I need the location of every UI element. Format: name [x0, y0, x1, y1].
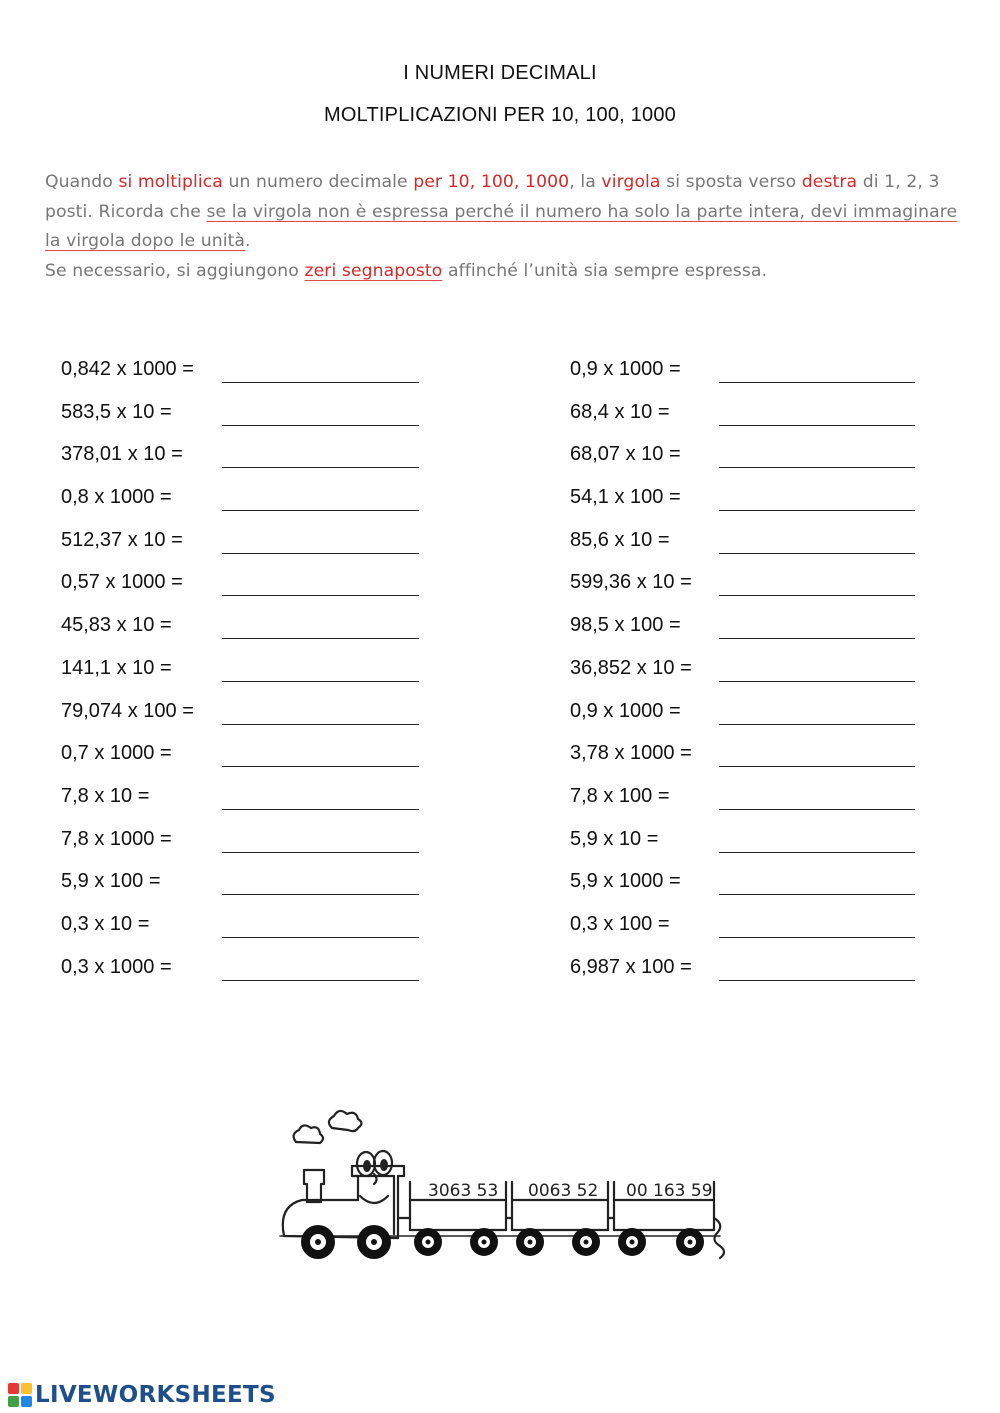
- logo-text: LIVEWORKSHEETS: [35, 1382, 276, 1408]
- exercise-expression: 141,1 x 10 =: [61, 656, 172, 679]
- intro-text: .: [245, 231, 251, 251]
- answer-blank[interactable]: [719, 937, 915, 938]
- intro-highlight: virgola: [601, 172, 661, 192]
- answer-blank[interactable]: [222, 510, 419, 511]
- intro-text: di 1, 2, 3 posti. Ricorda che: [45, 172, 940, 222]
- answer-blank[interactable]: [719, 382, 915, 383]
- exercise-expression: 5,9 x 100 =: [61, 870, 161, 893]
- train-illustration: [270, 1108, 740, 1283]
- exercise-expression: 5,9 x 1000 =: [570, 870, 681, 893]
- wagon-2-digits: 0063 52: [528, 1181, 599, 1201]
- exercise-expression: 68,4 x 10 =: [570, 400, 670, 423]
- exercise-expression: 512,37 x 10 =: [61, 528, 183, 551]
- exercise-expression: 0,7 x 1000 =: [61, 742, 172, 765]
- exercise-expression: 7,8 x 10 =: [61, 784, 150, 807]
- exercise-expression: 378,01 x 10 =: [61, 443, 183, 466]
- smoke-cloud-icon: [329, 1111, 362, 1131]
- answer-blank[interactable]: [719, 638, 915, 639]
- answer-blank[interactable]: [222, 852, 419, 853]
- logo-square: [21, 1396, 32, 1407]
- exercise-expression: 599,36 x 10 =: [570, 571, 692, 594]
- answer-blank[interactable]: [719, 809, 915, 810]
- page-subtitle: MOLTIPLICAZIONI PER 10, 100, 1000: [324, 104, 676, 126]
- intro-text: Quando: [45, 172, 119, 192]
- answer-blank[interactable]: [222, 553, 419, 554]
- answer-blank[interactable]: [222, 382, 419, 383]
- answer-blank[interactable]: [222, 766, 419, 767]
- logo-mark-icon: [8, 1383, 32, 1407]
- intro-text: affinché l’unità sia sempre espressa.: [442, 260, 768, 281]
- answer-blank[interactable]: [222, 425, 419, 426]
- exercise-expression: 0,3 x 10 =: [61, 912, 150, 935]
- answer-blank[interactable]: [719, 510, 915, 511]
- exercise-expression: 5,9 x 10 =: [570, 827, 659, 850]
- chimney: [304, 1170, 324, 1202]
- exercise-expression: 7,8 x 1000 =: [61, 827, 172, 850]
- answer-blank[interactable]: [222, 809, 419, 810]
- answer-blank[interactable]: [719, 425, 915, 426]
- exercise-expression: 0,57 x 1000 =: [61, 571, 183, 594]
- exercise-expression: 0,9 x 1000 =: [570, 358, 681, 380]
- answer-blank[interactable]: [719, 553, 915, 554]
- intro-text: si sposta verso: [660, 172, 802, 192]
- exercise-expression: 36,852 x 10 =: [570, 656, 692, 679]
- smoke-cloud-icon: [294, 1125, 323, 1143]
- intro-text: un numero decimale: [222, 172, 414, 192]
- intro-paragraph: [45, 168, 965, 286]
- exercise-expression: 0,842 x 1000 =: [61, 358, 194, 380]
- answer-blank[interactable]: [719, 980, 915, 981]
- exercise-expression: 583,5 x 10 =: [61, 400, 172, 423]
- answer-blank[interactable]: [222, 724, 419, 725]
- answer-blank[interactable]: [719, 595, 915, 596]
- answer-blank[interactable]: [719, 724, 915, 725]
- answer-blank[interactable]: [719, 681, 915, 682]
- page-title: I NUMERI DECIMALI: [403, 62, 597, 84]
- answer-blank[interactable]: [222, 894, 419, 895]
- wagon-1-digits: 3063 53: [428, 1181, 499, 1201]
- intro-highlight: destra: [801, 172, 858, 192]
- train-icon: [270, 1108, 740, 1278]
- intro-text: Se necessario, si aggiungono: [45, 260, 305, 281]
- intro-highlight: per 10, 100, 1000: [413, 172, 570, 192]
- wagon-3-digits: 00 163 59: [626, 1181, 713, 1201]
- logo-square: [8, 1383, 19, 1394]
- answer-blank[interactable]: [222, 937, 419, 938]
- exercise-expression: 45,83 x 10 =: [61, 614, 172, 637]
- exercise-expression: 98,5 x 100 =: [570, 614, 681, 637]
- exercise-expression: 79,074 x 100 =: [61, 699, 194, 722]
- answer-blank[interactable]: [222, 681, 419, 682]
- exercise-expression: 0,9 x 1000 =: [570, 699, 681, 722]
- exercise-expression: 7,8 x 100 =: [570, 784, 670, 807]
- answer-blank[interactable]: [719, 894, 915, 895]
- exercise-expression: 6,987 x 100 =: [570, 955, 692, 978]
- answer-blank[interactable]: [719, 766, 915, 767]
- intro-underlined-rule: se la virgola non è espressa perché il numero ha solo la parte intera, devi immaginare la virgola dopo le unità: [45, 201, 958, 251]
- exercise-expression: 0,3 x 100 =: [570, 912, 670, 935]
- answer-blank[interactable]: [222, 980, 419, 981]
- nose-icon: [374, 1174, 377, 1184]
- answer-blank[interactable]: [222, 595, 419, 596]
- logo-square: [8, 1396, 19, 1407]
- tail-icon: [714, 1218, 724, 1258]
- intro-text: , la: [569, 172, 602, 192]
- exercise-expression: 0,8 x 1000 =: [61, 486, 172, 509]
- answer-blank[interactable]: [222, 467, 419, 468]
- answer-blank[interactable]: [719, 852, 915, 853]
- exercise-expression: 3,78 x 1000 =: [570, 742, 692, 765]
- smile-icon: [360, 1196, 388, 1203]
- liveworksheets-logo[interactable]: [8, 1380, 276, 1410]
- exercise-expression: 68,07 x 10 =: [570, 443, 681, 466]
- intro-highlight: si moltiplica: [118, 172, 223, 192]
- answer-blank[interactable]: [719, 467, 915, 468]
- answer-blank[interactable]: [222, 638, 419, 639]
- exercise-expression: 85,6 x 10 =: [570, 528, 670, 551]
- exercise-expression: 54,1 x 100 =: [570, 486, 681, 509]
- exercise-expression: 0,3 x 1000 =: [61, 955, 172, 978]
- logo-square: [21, 1383, 32, 1394]
- intro-highlight: zeri segnaposto: [304, 260, 443, 281]
